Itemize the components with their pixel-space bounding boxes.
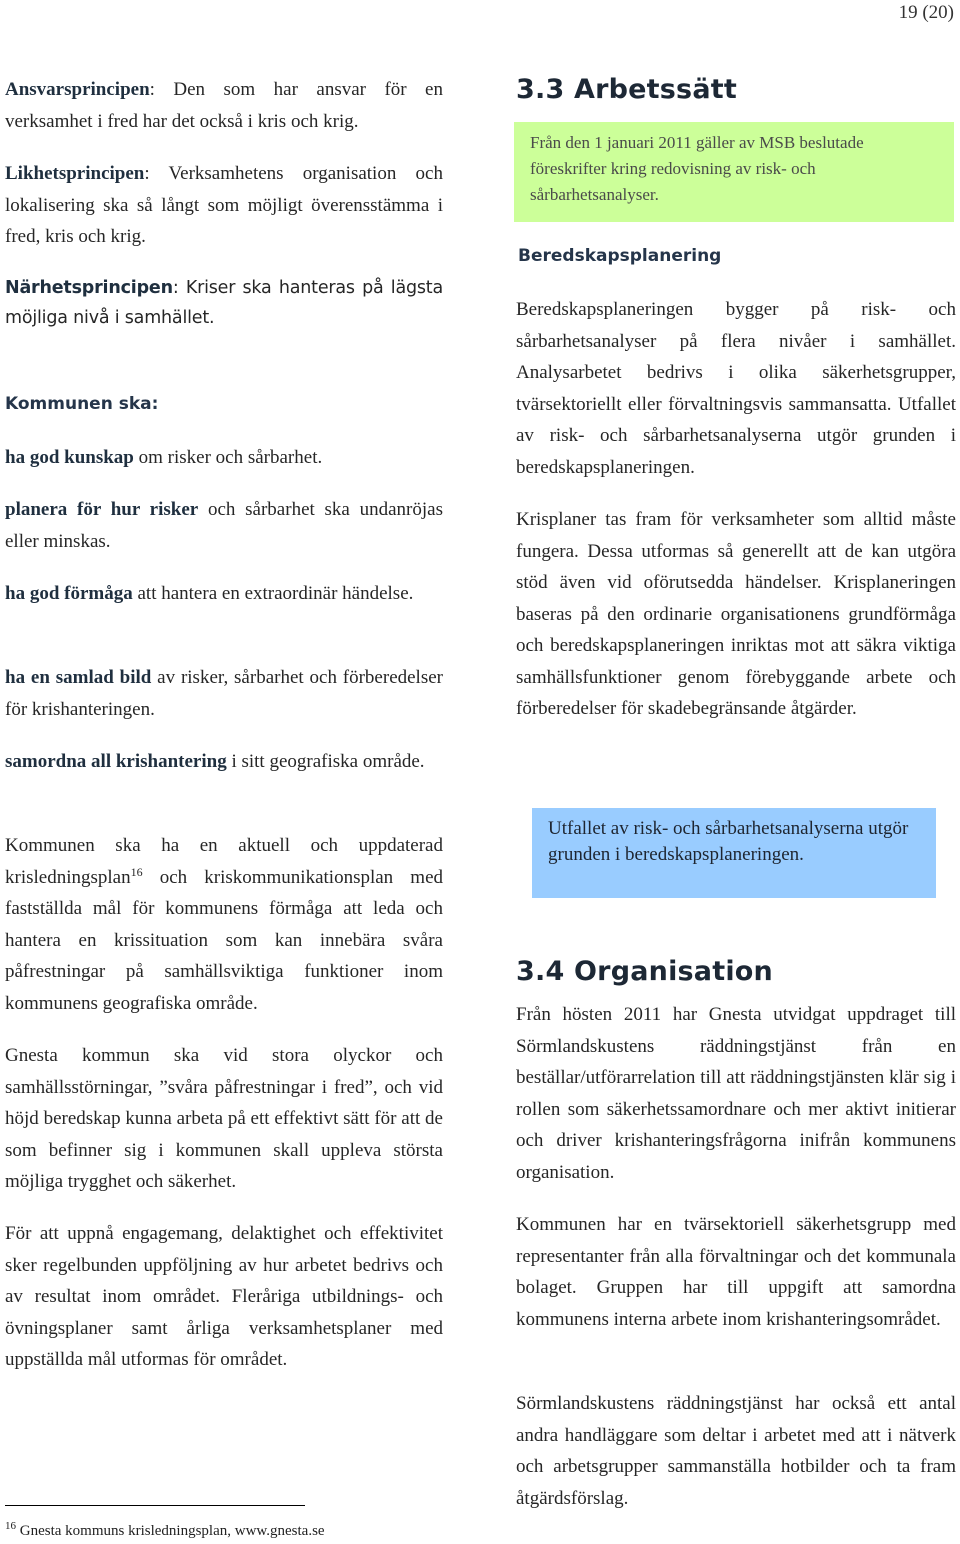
duty-text: och sårbarhet ska undanröjas eller minskas. (5, 499, 443, 552)
kommunen-heading: Kommunen ska: (5, 394, 159, 414)
duty-term: planera för hur risker (5, 499, 199, 520)
krisledning-paragraph (5, 830, 443, 1019)
duty-formaga (5, 578, 443, 610)
duty-samordna (5, 746, 443, 778)
principle-likhet (5, 158, 443, 253)
duty-term: ha god kunskap (5, 447, 134, 468)
duty-term: ha god förmåga (5, 583, 133, 604)
info-box-text: Från den 1 januari 2011 gäller av MSB beslutade föreskrifter kring redovisning av risk- och sårbarhetsanalyser. (530, 133, 864, 204)
duty-text: av risker, sårbarhet och förberedelser för krishanteringen. (5, 667, 443, 720)
section-heading-arbetssatt: 3.3 Arbetssätt (516, 74, 737, 105)
subheading-beredskapsplanering: Beredskapsplanering (518, 246, 722, 266)
footnote-divider (5, 1505, 305, 1506)
principle-term: Likhetsprincipen (5, 163, 145, 184)
sakerhetsgrupp-paragraph: Kommunen har en tvärsektoriell säkerhetsgrupp med representanter från alla förvaltningar och det kommunala bolaget. Gruppen har till uppgift att samordna kommunens interna arbete inom krishanteringsområdet. (516, 1214, 956, 1330)
paragraph-text: Kommunen ska ha en aktuell och uppdaterad krisledningsplan (5, 835, 443, 888)
footnote-text: Gnesta kommuns krisledningsplan, www.gnesta.se (16, 1523, 325, 1539)
section-heading-organisation: 3.4 Organisation (516, 956, 773, 987)
duty-text: i sitt geografiska område. (226, 751, 425, 772)
principle-text: : Kriser ska hanteras på lägsta möjliga nivå i samhället. (5, 278, 443, 328)
principle-narhet (5, 273, 443, 333)
organisation-paragraph: Från hösten 2011 har Gnesta utvidgat uppdraget till Sörmlandskustens räddningstjänst från en beställar/utförarrelation till att räddningstjänsten klär sig i rollen som säkerhetssamordnare och mer aktivt initierar och driver krishanteringsfrågorna inifrån kommunens organisation. (516, 1004, 956, 1183)
principle-ansvar (5, 74, 443, 137)
footnote-number: 16 (5, 1520, 16, 1532)
principle-term: Ansvarsprincipen (5, 79, 150, 100)
principle-term: Närhetsprincipen (5, 278, 173, 298)
msb-info-box (514, 122, 954, 222)
duty-planera (5, 494, 443, 557)
principle-text: : Verksamhetens organisation och lokalisering ska så långt som möjligt överensstämma i fred, kris och krig. (5, 163, 443, 247)
highlight-box-text: Utfallet av risk- och sårbarhetsanalyserna utgör grunden i beredskapsplaneringen. (548, 818, 909, 865)
gnesta-paragraph: Gnesta kommun ska vid stora olyckor och samhällsstörningar, ”svåra påfrestningar i fred”, och vid höjd beredskap kunna arbeta på ett effektivt sätt för att de som befinner sig i kommunen skall uppleva största möjliga trygghet och säkerhet. (5, 1045, 443, 1192)
paragraph-text: och kriskommunikationsplan med fastställda mål för kommunens förmåga att leda och hantera en krissituation som kan innebära svåra påfrestningar på samhällsviktiga funktioner inom kommunens geografiska område. (5, 866, 443, 1014)
uppfoljning-paragraph: För att uppnå engagemang, delaktighet och effektivitet sker regelbunden uppföljning av hur arbetet bedrivs och av resultat inom området. Fleråriga utbildnings- och övningsplaner samt årliga verksamhetsplaner med uppställda mål utformas för området. (5, 1223, 443, 1370)
krisplaner-paragraph: Krisplaner tas fram för verksamheter som alltid måste fungera. Dessa utformas så generellt att de kan utgöra stöd även vid oförutsedda händelser. Krisplaneringen baseras på den ordinarie organisationens grundförmåga och beredskapsplaneringen inriktas mot att säkra viktiga samhällsfunktioner genom förebyggande arbete och förberedelser för skadebegränsande åtgärder. (516, 509, 956, 719)
footnote-ref: 16 (130, 864, 143, 879)
beredskap-paragraph: Beredskapsplaneringen bygger på risk- och sårbarhetsanalyser på flera nivåer i samhället. Analysarbetet bedrivs i olika säkerhetsgrupper, tvärsektoriellt eller förvaltningsvis sammansatta. Utfallet av risk- och sårbarhetsanalyserna utgör grunden i beredskapsplaneringen. (516, 299, 956, 478)
page-number: 19 (20) (898, 2, 954, 23)
handlaggare-paragraph: Sörmlandskustens räddningstjänst har också ett antal andra handläggare som deltar i arbetet med att i nätverk och arbetsgrupper sammanställa hotbilder och ta fram åtgärdsförslag. (516, 1393, 956, 1509)
duty-samlad-bild (5, 662, 443, 725)
highlight-box (532, 808, 936, 898)
duty-text: om risker och sårbarhet. (133, 447, 323, 468)
duty-term: samordna all krishantering (5, 751, 227, 772)
duty-text: att hantera en extraordinär händelse. (132, 583, 414, 604)
principle-text: : Den som har ansvar för en verksamhet i fred har det också i kris och krig. (5, 79, 443, 132)
duty-term: ha en samlad bild (5, 667, 152, 688)
footnote (5, 1520, 325, 1540)
duty-kunskap (5, 442, 443, 474)
